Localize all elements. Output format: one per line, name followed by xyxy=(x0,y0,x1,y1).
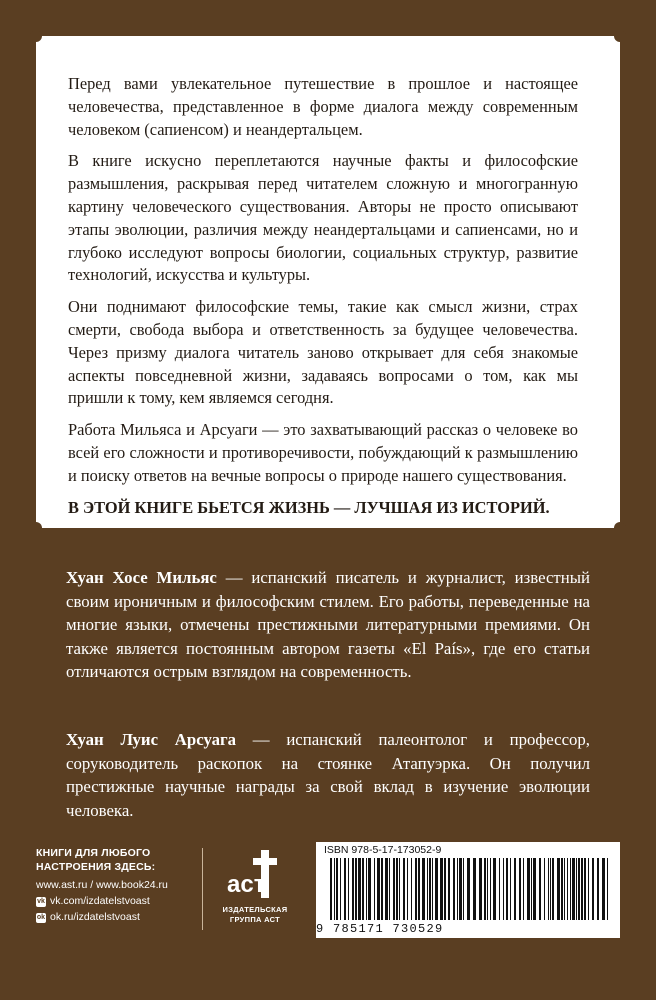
annotation-paragraph: Перед вами увлекательное путешествие в прошлое и настоящее человечества, представленное в форме диалога между современным человеком (сапиенсом) и неандертальцем. xyxy=(68,74,578,139)
publisher-caption: ИЗДАТЕЛЬСКАЯ xyxy=(222,905,288,914)
websites-link[interactable]: www.ast.ru / www.book24.ru xyxy=(36,879,168,891)
barcode-bar xyxy=(503,858,504,920)
barcode-bar xyxy=(440,858,443,920)
barcode-bar xyxy=(539,858,541,920)
barcode-bar xyxy=(597,858,599,920)
barcode-bar xyxy=(389,858,390,920)
barcode-bar xyxy=(578,858,580,920)
barcode-bar xyxy=(362,858,364,920)
barcode-bar xyxy=(510,858,511,920)
barcode-bar xyxy=(368,858,371,920)
panel-corner-notch xyxy=(614,522,626,534)
annotation-text xyxy=(68,73,578,528)
vk-link[interactable] xyxy=(36,894,168,909)
footer-divider xyxy=(202,848,203,930)
author-bio-arsuaga xyxy=(66,728,590,822)
barcode-bar xyxy=(523,858,524,920)
barcode-bar xyxy=(576,858,577,920)
barcode-bar xyxy=(344,858,346,920)
barcode-bar xyxy=(358,858,361,920)
barcode-bar xyxy=(607,858,608,920)
barcode-bar xyxy=(499,858,500,920)
barcode-bar xyxy=(584,858,586,920)
author-name: Хуан Луис Арсуага xyxy=(66,730,237,749)
author-name: Хуан Хосе Мильяс xyxy=(66,568,217,587)
barcode-bar xyxy=(467,858,470,920)
ok-link[interactable] xyxy=(36,910,168,925)
barcode-bar xyxy=(334,858,335,920)
barcode-bar xyxy=(506,858,508,920)
barcode-bar xyxy=(355,858,357,920)
panel-corner-notch xyxy=(30,522,42,534)
barcode-bar xyxy=(399,858,400,920)
annotation-motto: В ЭТОЙ КНИГЕ БЬЕТСЯ ЖИЗНЬ — ЛУЧШАЯ ИЗ ИСТОРИЙ. xyxy=(68,497,550,517)
barcode-bar xyxy=(348,858,349,920)
barcode-bar xyxy=(487,858,488,920)
logo-text: аст xyxy=(227,871,266,898)
barcode-bar xyxy=(459,858,462,920)
barcode-bar xyxy=(527,858,530,920)
barcode-bar xyxy=(544,858,545,920)
barcode-bar xyxy=(366,858,367,920)
isbn-label: ISBN 978-5-17-173052-9 xyxy=(324,844,442,856)
barcode-bar xyxy=(330,858,332,920)
barcode-bar xyxy=(463,858,464,920)
barcode-bar xyxy=(340,858,341,920)
author-description: — испанский палеонтолог и профессор, соруководитель раскопок на стоянке Атапуэрка. Он получил престижные научные награды за свой вклад в изучение эволюции человека. xyxy=(66,730,590,820)
barcode-bar xyxy=(552,858,554,920)
barcode-bar xyxy=(418,858,420,920)
barcode-block xyxy=(316,842,620,938)
publisher-caption: ГРУППА АСТ xyxy=(229,915,281,924)
barcode-bar xyxy=(435,858,438,920)
ok-icon: ok xyxy=(36,913,46,921)
barcode-bar xyxy=(473,858,476,920)
barcode-bar xyxy=(493,858,496,920)
barcode-bar xyxy=(557,858,560,920)
barcode-bar xyxy=(602,858,605,920)
barcode-bar xyxy=(415,858,417,920)
footer-heading: НАСТРОЕНИЯ ЗДЕСЬ: xyxy=(36,861,156,873)
barcode-bar xyxy=(429,858,431,920)
vk-url: vk.com/izdatelstvoast xyxy=(50,895,150,907)
barcode-bar xyxy=(422,858,425,920)
barcode-bar xyxy=(531,858,532,920)
barcode-bar xyxy=(572,858,575,920)
barcode-bar xyxy=(352,858,354,920)
barcode-bar xyxy=(490,858,491,920)
barcode-bar xyxy=(484,858,486,920)
footer-links xyxy=(36,846,168,925)
publisher-logo xyxy=(212,848,298,925)
panel-corner-notch xyxy=(614,30,626,42)
barcode-bar xyxy=(581,858,583,920)
barcode-bar xyxy=(548,858,549,920)
barcode-bar xyxy=(407,858,408,920)
barcode-bar xyxy=(444,858,446,920)
barcode-bar xyxy=(411,858,412,920)
barcode-bar xyxy=(592,858,594,920)
barcode-digits: 9 785171 730529 xyxy=(316,922,444,936)
barcode-bar xyxy=(588,858,589,920)
author-bio-millas xyxy=(66,566,590,684)
barcode-bar xyxy=(403,858,405,920)
barcode-bar xyxy=(533,858,536,920)
annotation-panel xyxy=(36,36,620,528)
ast-logo-icon xyxy=(225,848,285,900)
barcode-bar xyxy=(570,858,571,920)
barcode-bar xyxy=(567,858,568,920)
author-description: — испанский писатель и журналист, известный своим ироничным и философским стилем. Его работы, переведенные на многие языки, отмечены престижными литературными премиями. Он также является постоянным автором газеты «El País», где его статьи отличаются острым взглядом на современность. xyxy=(66,568,590,682)
barcode-bar xyxy=(453,858,455,920)
barcode-bar xyxy=(396,858,398,920)
annotation-paragraph: В книге искусно переплетаются научные факты и философские размышления, раскрывая перед читателем сложную и многогранную картину человеческого существования. Авторы не просто описывают этапы эволюции, различия между неандертальцами и сапиенсами, но и глубоко исследуют вопросы биологии, социальных структур, развитие технологий, искусства и культуры. xyxy=(68,151,578,285)
vk-icon: vk xyxy=(37,897,45,905)
barcode-bar xyxy=(561,858,563,920)
barcode-bar xyxy=(432,858,433,920)
footer-heading: КНИГИ ДЛЯ ЛЮБОГО xyxy=(36,847,151,859)
panel-corner-notch xyxy=(30,30,42,42)
barcode-bar xyxy=(393,858,395,920)
barcode-bar xyxy=(564,858,565,920)
ok-url: ok.ru/izdatelstvoast xyxy=(50,911,140,923)
barcode-bar xyxy=(427,858,428,920)
annotation-paragraph: Они поднимают философские темы, такие как смысл жизни, страх смерти, свобода выбора и ответственность за будущее человечества. Через призму диалога читатель заново открывает для себя знакомые аспекты повседневной жизни, задаваясь вопросами о том, как мы пришли к тому, кем являемся сегодня. xyxy=(68,297,578,408)
annotation-paragraph: Работа Мильяса и Арсуаги — это захватывающий рассказ о человеке во всей его сложности и противоречивости, побуждающий к размышлению и поиску ответов на вечные вопросы о природе нашего существования. xyxy=(68,420,578,485)
barcode-bar xyxy=(550,858,551,920)
barcode-bar xyxy=(479,858,482,920)
barcode-bar xyxy=(381,858,383,920)
barcode-bar xyxy=(519,858,521,920)
barcode-bar xyxy=(448,858,450,920)
barcode-bar xyxy=(457,858,458,920)
barcode-bar xyxy=(385,858,388,920)
barcode-bar xyxy=(336,858,338,920)
barcode-bar xyxy=(514,858,516,920)
barcode-bar xyxy=(377,858,380,920)
barcode-bar xyxy=(374,858,375,920)
